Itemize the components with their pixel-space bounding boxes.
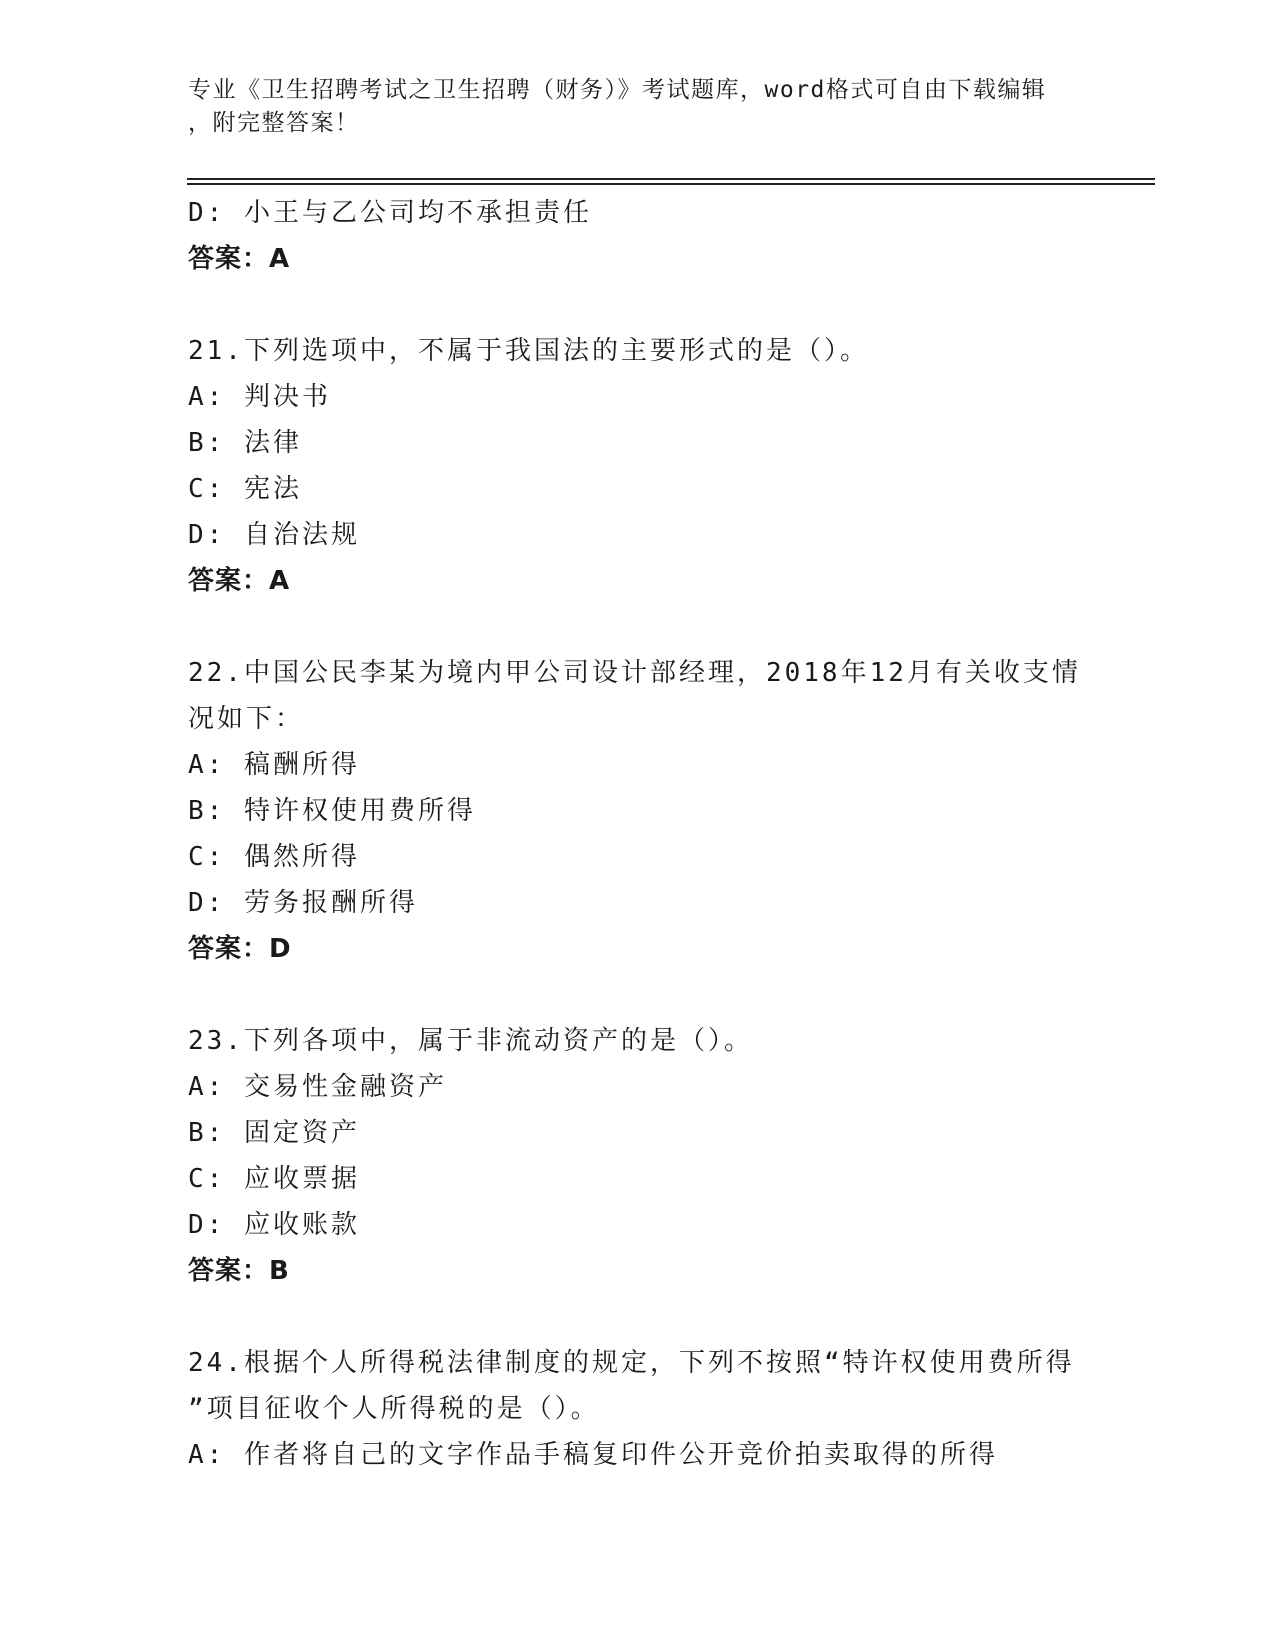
answer-label: 答案：B [188,1256,290,1286]
question-text-line-1: 24.根据个人所得税法律制度的规定，下列不按照“特许权使用费所得 [188,1348,1075,1378]
answer-label: 答案：A [188,244,291,274]
question-text-line-2: 况如下： [188,704,305,734]
answer-label: 答案：D [188,934,292,964]
option-a: A: 稿酬所得 [188,750,360,780]
question-text-line-2: ”项目征收个人所得税的是（）。 [188,1394,600,1424]
option-c: C: 偶然所得 [188,842,360,872]
option-c: C: 应收票据 [188,1164,360,1194]
header-line-1: 专业《卫生招聘考试之卫生招聘（财务）》考试题库，word格式可自由下载编辑 [188,77,1047,103]
option-d: D: 应收账款 [188,1210,360,1240]
option-d: D: 劳务报酬所得 [188,888,418,918]
option-c: C: 宪法 [188,474,302,504]
option-a: A: 交易性金融资产 [188,1072,447,1102]
question-block-22 [188,650,1088,972]
option-d: D: 小王与乙公司均不承担责任 [188,198,592,228]
question-list [188,190,1088,1478]
document-header [188,74,1068,140]
option-a: A: 作者将自己的文字作品手稿复印件公开竞价拍卖取得的所得 [188,1440,998,1470]
question-text: 21.下列选项中，不属于我国法的主要形式的是（）。 [188,336,869,366]
header-divider-top [187,178,1155,180]
spacer [188,604,1088,650]
spacer [188,1294,1088,1340]
question-block-24 [188,1340,1088,1478]
option-b: B: 法律 [188,428,302,458]
header-line-2: ，附完整答案！ [188,110,360,136]
question-text-line-1: 22.中国公民李某为境内甲公司设计部经理，2018年12月有关收支情 [188,658,1081,688]
spacer [188,972,1088,1018]
option-a: A: 判决书 [188,382,331,412]
question-block-prev [188,190,1088,282]
option-b: B: 固定资产 [188,1118,360,1148]
option-b: B: 特许权使用费所得 [188,796,476,826]
question-text: 23.下列各项中，属于非流动资产的是（）。 [188,1026,753,1056]
spacer [188,282,1088,328]
question-block-21 [188,328,1088,604]
header-divider-bottom [187,183,1155,185]
option-d: D: 自治法规 [188,520,360,550]
question-block-23 [188,1018,1088,1294]
answer-label: 答案：A [188,566,291,596]
